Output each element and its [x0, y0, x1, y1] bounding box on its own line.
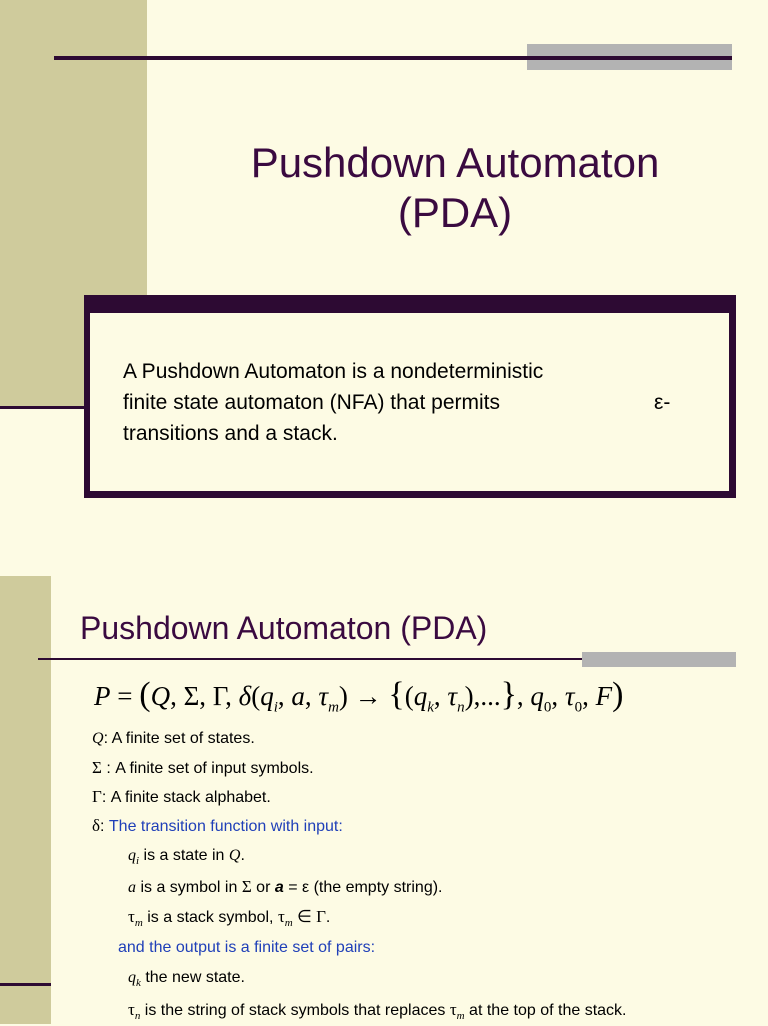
def-output: and the output is a finite set of pairs:: [118, 939, 376, 956]
bottom-left-rule: [0, 983, 51, 986]
def-Q-symbol: Q: [92, 730, 104, 747]
def-Sigma-text: : A finite set of input symbols.: [101, 760, 314, 777]
formula-tau-n: τ: [447, 681, 458, 711]
formula-Sigma: Σ: [183, 681, 200, 711]
def-tau-n-text: is the string of stack symbols that replaces: [140, 1002, 450, 1019]
formula-open-brace: {: [388, 676, 405, 713]
def-tau-m-Gamma: Γ: [316, 907, 326, 926]
formula-close-paren: ): [612, 676, 624, 713]
def-delta-symbol: δ: [92, 816, 101, 835]
slide-title: [150, 138, 760, 238]
def-tau-m-sub-2: m: [284, 917, 293, 930]
def-a-text-1: is a symbol in: [136, 879, 242, 896]
formula-sub-0b: 0: [574, 699, 583, 716]
def-a-Sigma: Σ: [241, 877, 252, 896]
def-Q-text: : A finite set of states.: [103, 730, 255, 747]
def-tau-m-in: ∈: [292, 907, 317, 926]
def-tau-n-sub-2: m: [456, 1010, 465, 1023]
def-tau-n-end: at the top of the stack.: [464, 1002, 627, 1019]
def-a-text-2: or: [251, 879, 275, 896]
def-tau-m-end: .: [325, 909, 331, 926]
formula-sub-n: n: [457, 699, 465, 716]
def-qi-end: .: [240, 847, 245, 864]
definition-text: [123, 356, 683, 449]
formula-Gamma: Γ: [212, 681, 226, 711]
def-qi-sub: i: [136, 855, 140, 868]
def-qk: [128, 968, 245, 993]
formula-Q: Q: [150, 681, 171, 711]
formula-q-k: q: [413, 681, 428, 711]
definition-epsilon: ε-: [654, 391, 671, 414]
def-tau-m-text: is a stack symbol,: [142, 909, 278, 926]
def-Gamma: [92, 787, 271, 808]
def-delta-colon: :: [100, 818, 109, 835]
definition-line-1: A Pushdown Automaton is a nondeterministic: [123, 360, 544, 383]
def-Gamma-symbol: Γ: [92, 787, 102, 806]
def-a: [128, 877, 443, 898]
formula-q0: q: [530, 681, 544, 711]
def-tau-n-symbol: τ: [128, 1000, 135, 1019]
def-a-symbol: a: [128, 879, 136, 896]
definition-line-2-text: finite state automaton (NFA) that permits: [123, 391, 500, 414]
def-tau-n-sub: n: [134, 1010, 141, 1023]
def-delta: [92, 816, 343, 837]
accent-bar: [582, 652, 736, 667]
def-qi-text: is a state in: [139, 847, 229, 864]
slide-title-line-1: Pushdown Automaton: [250, 139, 660, 186]
formula-arrow: →: [354, 681, 382, 711]
formula-close-brace: }: [500, 676, 517, 713]
formula-tau: τ: [318, 681, 329, 711]
def-qk-text: the new state.: [140, 969, 245, 986]
pda-formula: P = (Q, Σ, Γ, $\delta(q_i$, a, $\tau_m) \to \{(q_k$, $\tau_n$),...}, $q_0$, $\tau_0$, F): [94, 676, 624, 716]
formula-open-paren: (: [139, 676, 151, 713]
def-qi-symbol: q: [128, 847, 136, 864]
def-Q: [92, 729, 255, 749]
top-rule-over: [527, 56, 732, 60]
formula-sub-0: 0: [543, 699, 552, 716]
slide-2-title: Pushdown Automaton (PDA): [80, 610, 488, 646]
def-Sigma-symbol: Σ: [92, 758, 102, 777]
def-qk-sub: k: [136, 977, 141, 990]
formula-q: q: [260, 681, 274, 711]
formula-F: F: [595, 681, 613, 711]
left-rule: [0, 406, 84, 409]
def-tau-n-symbol-2: τ: [449, 1000, 457, 1019]
formula-sub-m: m: [328, 699, 339, 716]
def-qi: [128, 846, 245, 871]
slide-title-line-2: (PDA): [397, 189, 513, 236]
formula-a: a: [291, 681, 305, 711]
definition-line-3: transitions and a stack.: [123, 422, 338, 445]
formula-P: P: [94, 681, 111, 711]
definition-line-2: [123, 387, 683, 418]
def-qi-Q: Q: [228, 847, 241, 864]
formula-eq: =: [110, 681, 140, 711]
formula-dots: ...: [480, 681, 501, 711]
def-a-bold: a: [274, 879, 284, 896]
def-qk-symbol: q: [128, 969, 136, 986]
def-tau-m-sub: m: [134, 917, 143, 930]
left-band: [0, 576, 51, 1024]
formula-sub-i: i: [273, 699, 278, 716]
def-tau-n: [128, 1000, 626, 1026]
def-tau-m-symbol: τ: [128, 907, 135, 926]
def-Sigma: [92, 758, 314, 779]
formula-delta: δ: [238, 681, 252, 711]
formula-sub-k: k: [427, 699, 434, 716]
def-a-text-3: = ε (the empty string).: [283, 879, 443, 896]
def-tau-m-symbol-2: τ: [277, 907, 285, 926]
def-tau-m: [128, 907, 330, 933]
def-Gamma-text: : A finite stack alphabet.: [101, 789, 271, 806]
def-delta-text: The transition function with input:: [108, 818, 343, 835]
formula-tau0: τ: [564, 681, 575, 711]
